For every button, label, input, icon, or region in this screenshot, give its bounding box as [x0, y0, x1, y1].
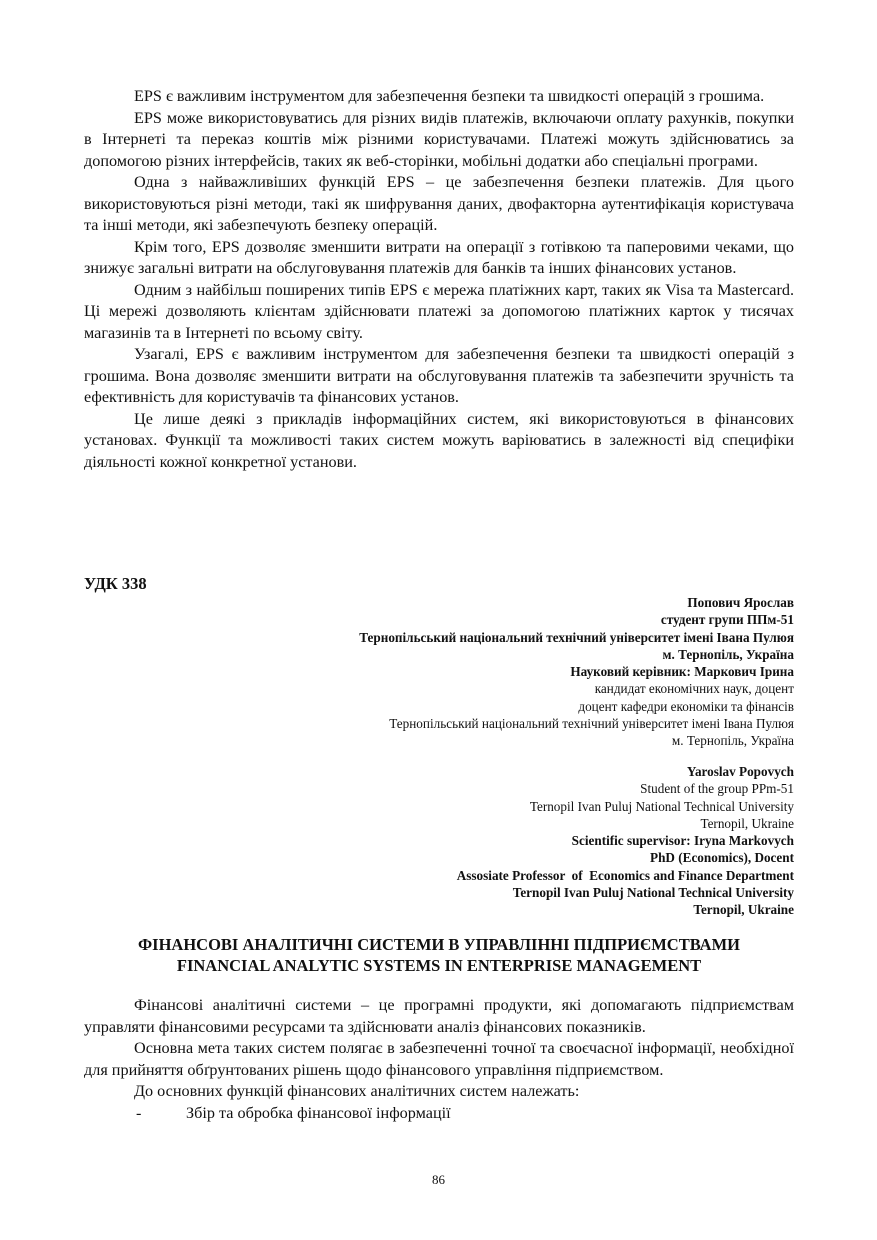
- title-ua: ФІНАНСОВІ АНАЛІТИЧНІ СИСТЕМИ В УПРАВЛІННІ ПІДПРИЄМСТВАМИ: [138, 935, 740, 954]
- top-section-text: [84, 86, 794, 473]
- title-en: FINANCIAL ANALYTIC SYSTEMS IN ENTERPRISE MANAGEMENT: [176, 956, 702, 975]
- list-item: [84, 1103, 794, 1125]
- page-number: 86: [432, 1172, 445, 1187]
- paragraph: Одним з найбільш поширених типів EPS є мережа платіжних карт, таких як Visa та Mastercard. Ці мережі дозволяють клієнтам здійснювати платежі за допомогою платіжних карток у тисячах магазинів та в Інтернеті по всьому світу.: [84, 280, 794, 342]
- paragraph: Основна мета таких систем полягає в забезпеченні точної та своєчасної інформації, необхідної для прийняття обґрунтованих рішень щодо фінансового управління підприємством.: [84, 1039, 794, 1079]
- udk-code: УДК 338: [84, 574, 147, 593]
- paragraph: EPS є важливим інструментом для забезпечення безпеки та швидкості операцій з грошима.: [134, 87, 765, 105]
- article-body: [84, 995, 794, 1124]
- paragraph: Це лише деякі з прикладів інформаційних систем, які використовуються в фінансових установах. Функції та можливості таких систем можуть варіюватись в залежності від специфіки діяльності кожної конкретної установи.: [84, 409, 794, 471]
- paragraph: Фінансові аналітичні системи – це програмні продукти, які допомагають підприємствам управляти фінансовими ресурсами та здійснювати аналіз фінансових показників.: [84, 996, 794, 1036]
- supervisor-degree: PhD (Economics), Docent: [650, 850, 794, 866]
- author-university: Ternopil Ivan Puluj National Technical University: [529, 798, 794, 814]
- paragraph: До основних функцій фінансових аналітичних систем належать:: [134, 1082, 580, 1100]
- paragraph: EPS може використовуватись для різних видів платежів, включаючи оплату рахунків, покупки в Інтернеті та переказ коштів між різними користувачами. Платежі можуть здійснюватись за допомогою різних інтерфейсів, таких як веб-сторінки, мобільні додатки або спеціальні програми.: [84, 108, 794, 170]
- supervisor-position: Assosiate Professor of Economics and Finance Department: [456, 867, 794, 883]
- paragraph: Крім того, EPS дозволяє зменшити витрати на операції з готівкою та паперовими чеками, що знижує загальні витрати на обслуговування платежів для банків та інших фінансових установ.: [84, 237, 794, 277]
- author-block-en: [457, 763, 794, 919]
- supervisor-name: Scientific supervisor: Iryna Markovych: [571, 833, 794, 849]
- paragraph: Узагалі, EPS є важливим інструментом для забезпечення безпеки та швидкості операцій з грошима. Вона дозволяє зменшити витрати на обслуговування платежів та забезпечити зручність та ефективність для користувачів та фінансових установ.: [84, 345, 794, 406]
- author-name: Попович Ярослав: [687, 595, 794, 610]
- author-city: Ternopil, Ukraine: [700, 815, 794, 831]
- author-city: м. Тернопіль, Україна: [662, 646, 794, 662]
- author-block-ua: [359, 594, 794, 750]
- paragraph: Одна з найважливіших функцій EPS – це забезпечення безпеки платежів. Для цього використовуються різні методи, такі як шифрування даних, двофакторна аутентифікація користувача та інші методи, які забезпечують безпеку операцій.: [84, 173, 794, 234]
- supervisor-university: Тернопільський національний технічний університет імені Івана Пулюя: [389, 716, 794, 732]
- supervisor-name: Науковий керівник: Маркович Ірина: [570, 664, 794, 680]
- bullet-text: Збір та обробка фінансової інформації: [186, 1103, 451, 1122]
- author-group: студент групи ППм-51: [660, 612, 794, 628]
- author-name: Yaroslav Popovych: [686, 764, 794, 779]
- supervisor-city: м. Тернопіль, Україна: [671, 733, 794, 749]
- article-title: [84, 934, 794, 976]
- supervisor-position: доцент кафедри економіки та фінансів: [578, 698, 794, 714]
- bullet-marker: -: [136, 1103, 142, 1122]
- author-university: Тернопільський національний технічний університет імені Івана Пулюя: [359, 629, 794, 645]
- supervisor-university: Ternopil Ivan Puluj National Technical University: [512, 885, 794, 901]
- author-group: Student of the group PPm-51: [640, 781, 794, 797]
- supervisor-degree: кандидат економічних наук, доцент: [594, 681, 794, 697]
- supervisor-city: Ternopil, Ukraine: [693, 902, 794, 918]
